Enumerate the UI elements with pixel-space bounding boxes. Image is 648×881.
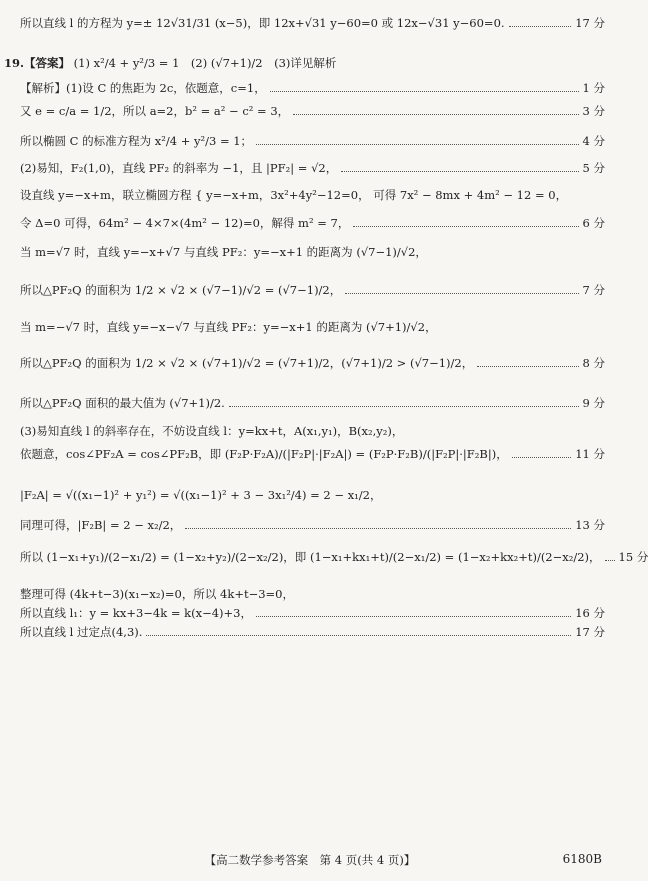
solution-line: [20, 18, 605, 30]
leader-dots: [345, 293, 578, 294]
solution-line: [20, 449, 605, 461]
score-mark: 4 分: [582, 134, 605, 148]
solution-line: [20, 218, 605, 230]
solution-line: [20, 136, 605, 148]
solution-line: [20, 398, 605, 410]
solution-line-text: 所以直线 l 的方程为 y=± 12√31/31 (x−5)，即 12x+√31 y−60=0 或 12x−√31 y−60=0.: [20, 16, 505, 30]
leader-dots: [509, 26, 572, 27]
leader-dots: [256, 144, 578, 145]
solution-line-text: 所以△PF₂Q 的面积为 1/2 × √2 × (√7+1)/√2 = (√7+1)/2，(√7+1)/2 > (√7−1)/2，: [20, 356, 474, 370]
solution-line-text: 令 Δ=0 可得，64m² − 4×7×(4m² − 12)=0，解得 m² = 7，: [20, 216, 350, 230]
leader-dots: [270, 91, 579, 92]
solution-line-plain: [20, 426, 605, 438]
solution-line: [20, 550, 648, 564]
score-mark: 17 分: [575, 625, 605, 639]
solution-line: [20, 106, 605, 118]
solution-line-plain: [20, 247, 605, 259]
leader-dots: [477, 366, 578, 367]
solution-line-text: 所以椭圆 C 的标准方程为 x²/4 + y²/3 = 1；: [20, 134, 253, 148]
answer-label: 19.【答案】: [4, 56, 71, 70]
leader-dots: [229, 406, 579, 407]
solution-line-text: 所以 (1−x₁+y₁)/(2−x₁/2) = (1−x₂+y₂)/(2−x₂/2)，即 (1−x₁+kx₁+t)/(2−x₁/2) = (1−x₂+kx₂+t)/(2−x₂/2)，: [20, 550, 601, 564]
solution-line-text: 又 e = c/a = 1/2，所以 a=2，b² = a² − c² = 3，: [20, 104, 290, 118]
solution-line: [20, 608, 605, 620]
leader-dots: [512, 457, 572, 458]
leader-dots: [341, 171, 578, 172]
solution-line-text: 【解析】(1)设 C 的焦距为 2c，依题意，c=1，: [20, 81, 266, 95]
score-mark: 13 分: [575, 518, 605, 532]
score-mark: 9 分: [582, 396, 605, 410]
solution-line-text: 所以直线 l 过定点(4,3).: [20, 625, 143, 639]
solution-line-text: 当 m=√7 时，直线 y=−x+√7 与直线 PF₂：y=−x+1 的距离为 (√7−1)/√2，: [20, 245, 427, 259]
solution-line-text: 设直线 y=−x+m，联立椭圆方程 { y=−x+m，3x²+4y²−12=0， 可得 7x² − 8mx + 4m² − 12 = 0，: [20, 188, 568, 202]
solution-line-plain: [20, 190, 605, 202]
solution-line: [20, 520, 605, 532]
score-mark: 17 分: [575, 16, 605, 30]
solution-line-text: 整理可得 (4k+t−3)(x₁−x₂)=0，所以 4k+t−3=0，: [20, 587, 294, 601]
page-footer: 【高二数学参考答案 第 4 页(共 4 页)】: [204, 853, 416, 867]
solution-line-text: (2)易知，F₂(1,0)，直线 PF₂ 的斜率为 −1，且 |PF₂| = √2，: [20, 161, 338, 175]
solution-line: [20, 163, 605, 175]
score-mark: 5 分: [582, 161, 605, 175]
solution-line: [20, 83, 605, 95]
score-mark: 11 分: [575, 447, 605, 461]
score-mark: 8 分: [582, 356, 605, 370]
score-mark: 6 分: [582, 216, 605, 230]
solution-line-plain: [20, 589, 605, 601]
solution-line-plain: [20, 490, 605, 502]
solution-line-text: 当 m=−√7 时，直线 y=−x−√7 与直线 PF₂：y=−x+1 的距离为 (√7+1)/√2，: [20, 320, 437, 334]
solution-line-text: (3)易知直线 l 的斜率存在，不妨设直线 l：y=kx+t，A(x₁,y₁)，B(x₂,y₂)，: [20, 424, 404, 438]
leader-dots: [605, 560, 615, 561]
paper-code: 6180B: [562, 852, 602, 866]
answer-text: (1) x²/4 + y²/3 = 1 (2) (√7+1)/2 (3)详见解析: [73, 56, 337, 70]
solution-line-text: 同理可得，|F₂B| = 2 − x₂/2，: [20, 518, 182, 532]
solution-line-text: 所以△PF₂Q 的面积为 1/2 × √2 × (√7−1)/√2 = (√7−1)/2，: [20, 283, 342, 297]
solution-line-text: 依题意，cos∠PF₂A = cos∠PF₂B，即 (F₂P·F₂A)/(|F₂P|·|F₂A|) = (F₂P·F₂B)/(|F₂P|·|F₂B|)，: [20, 447, 508, 461]
score-mark: 7 分: [582, 283, 605, 297]
leader-dots: [293, 114, 578, 115]
score-mark: 1 分: [582, 81, 605, 95]
solution-line: [20, 285, 605, 297]
score-mark: 15 分: [618, 550, 648, 564]
leader-dots: [185, 528, 571, 529]
leader-dots: [146, 635, 571, 636]
leader-dots: [256, 616, 571, 617]
solution-line-plain: [20, 322, 605, 334]
solution-line-text: |F₂A| = √((x₁−1)² + y₁²) = √((x₁−1)² + 3 − 3x₁²/4) = 2 − x₁/2，: [20, 488, 382, 502]
solution-line-text: 所以直线 l₁：y = kx+3−4k = k(x−4)+3，: [20, 606, 252, 620]
score-mark: 3 分: [582, 104, 605, 118]
solution-line: [20, 627, 605, 639]
solution-line: [20, 358, 605, 370]
solution-line-text: 所以△PF₂Q 面积的最大值为 (√7+1)/2.: [20, 396, 225, 410]
answer-line: [4, 55, 336, 71]
score-mark: 16 分: [575, 606, 605, 620]
leader-dots: [353, 226, 578, 227]
